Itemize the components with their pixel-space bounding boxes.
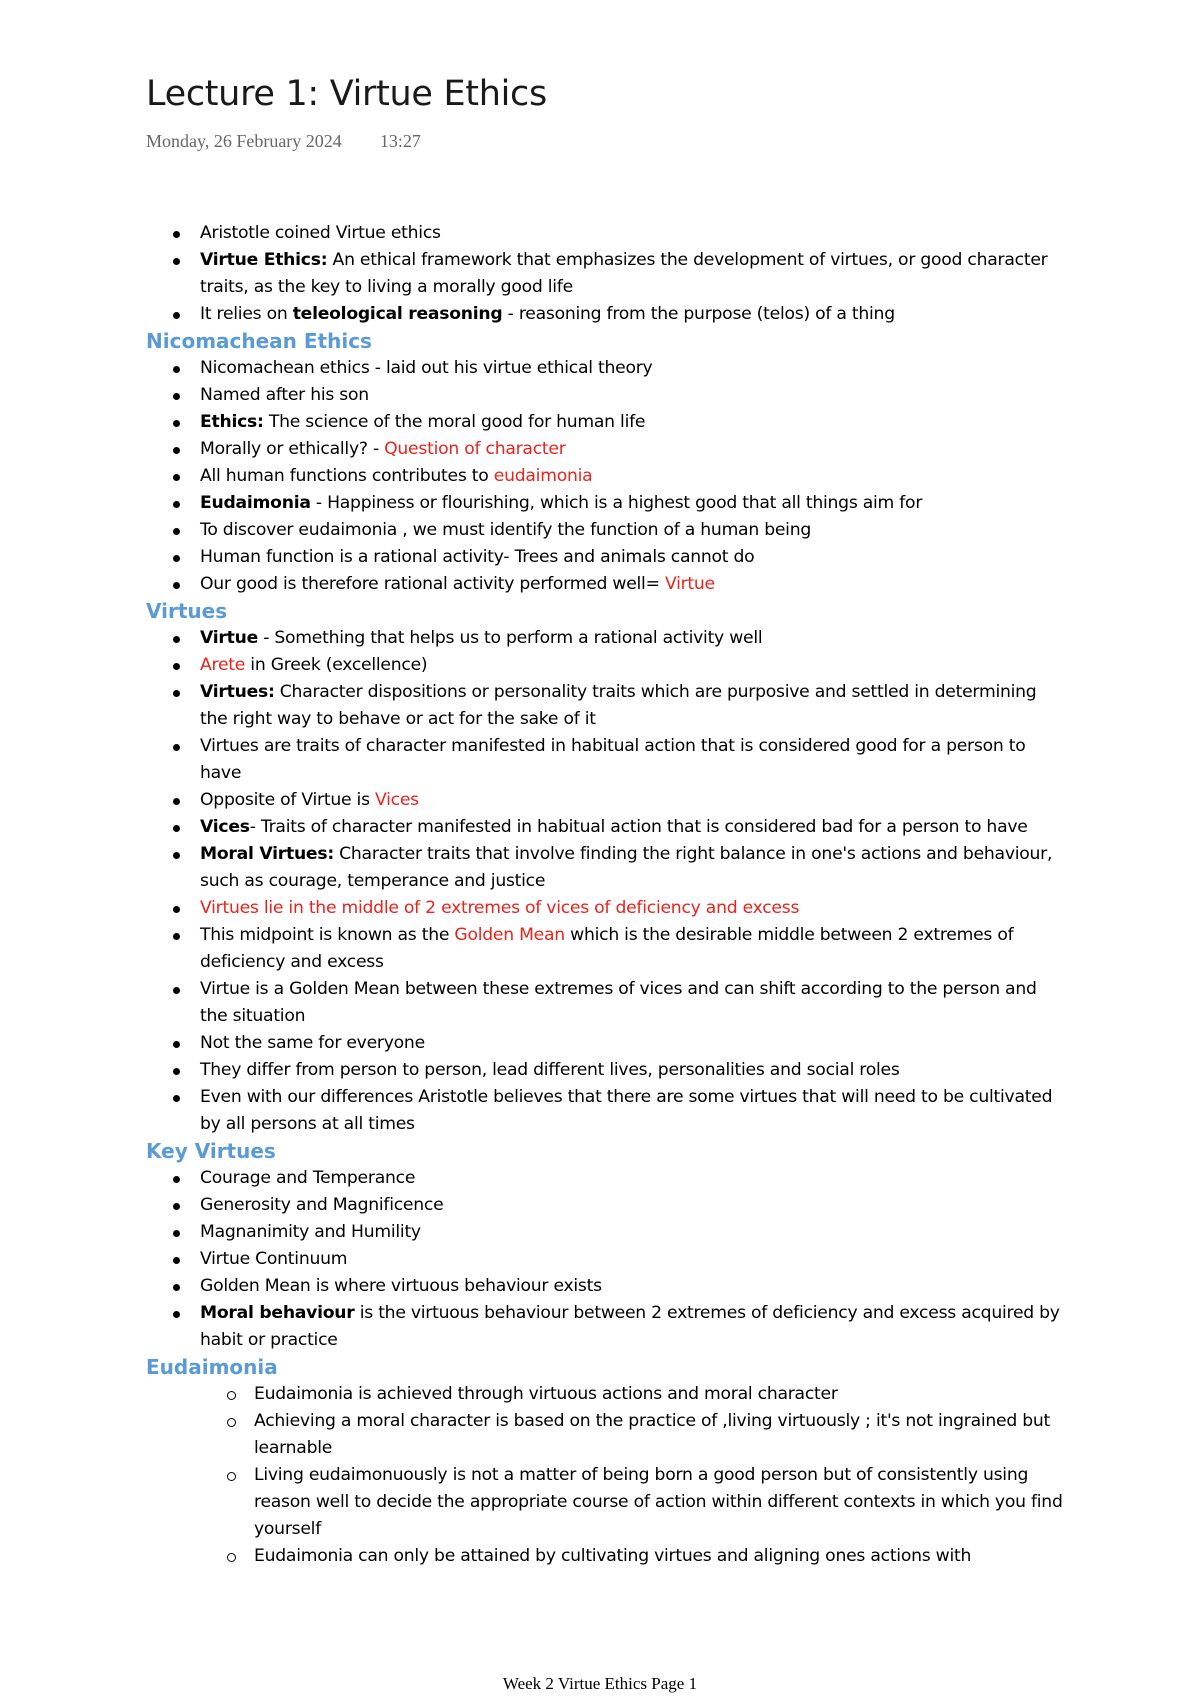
list-item: Magnanimity and Humility	[146, 1219, 1066, 1246]
list-item: Nicomachean ethics - laid out his virtue ethical theory	[146, 355, 1066, 382]
list-item: Our good is therefore rational activity performed well= Virtue	[146, 571, 1066, 598]
list-item: Ethics: The science of the moral good for human life	[146, 409, 1066, 436]
list-item: Virtue Ethics: An ethical framework that emphasizes the development of virtues, or good character traits, as the key to living a morally good life	[146, 247, 1066, 301]
section-heading-virtues: Virtues	[146, 599, 228, 623]
list-item: Virtues lie in the middle of 2 extremes of vices of deficiency and excess	[146, 895, 1066, 922]
list-item: Virtue is a Golden Mean between these extremes of vices and can shift according to the person and the situation	[146, 976, 1066, 1030]
eudaimonia-list	[146, 1381, 1066, 1570]
list-item: To discover eudaimonia , we must identify the function of a human being	[146, 517, 1066, 544]
section-heading-nicomachean: Nicomachean Ethics	[146, 329, 372, 353]
list-item: Living eudaimonuously is not a matter of being born a good person but of consistently using reason well to decide the appropriate course of action within different contexts in which you find yourself	[146, 1462, 1066, 1543]
list-item: Morally or ethically? - Question of character	[146, 436, 1066, 463]
list-item: Eudaimonia can only be attained by cultivating virtues and aligning ones actions with	[146, 1543, 1066, 1570]
list-item: Virtues are traits of character manifested in habitual action that is considered good for a person to have	[146, 733, 1066, 787]
intro-list	[146, 220, 1066, 328]
list-item: Named after his son	[146, 382, 1066, 409]
list-item: It relies on teleological reasoning - reasoning from the purpose (telos) of a thing	[146, 301, 1066, 328]
list-item: Aristotle coined Virtue ethics	[146, 220, 1066, 247]
note-body	[146, 220, 1066, 1570]
list-item: Eudaimonia is achieved through virtuous actions and moral character	[146, 1381, 1066, 1408]
list-item: Not the same for everyone	[146, 1030, 1066, 1057]
list-item: Courage and Temperance	[146, 1165, 1066, 1192]
section-heading-key-virtues: Key Virtues	[146, 1139, 276, 1163]
note-metadata	[146, 131, 421, 152]
list-item: Arete in Greek (excellence)	[146, 652, 1066, 679]
section-heading-eudaimonia: Eudaimonia	[146, 1355, 278, 1379]
list-item: Even with our differences Aristotle believes that there are some virtues that will need to be cultivated by all persons at all times	[146, 1084, 1066, 1138]
list-item: Eudaimonia - Happiness or flourishing, which is a highest good that all things aim for	[146, 490, 1066, 517]
list-item: Virtue Continuum	[146, 1246, 1066, 1273]
list-item: Moral Virtues: Character traits that involve finding the right balance in one's actions and behaviour, such as courage, temperance and justice	[146, 841, 1066, 895]
page-title: Lecture 1: Virtue Ethics	[146, 74, 547, 114]
virtues-list	[146, 625, 1066, 1138]
list-item: Virtue - Something that helps us to perform a rational activity well	[146, 625, 1066, 652]
list-item: Achieving a moral character is based on the practice of ,living virtuously ; it's not ingrained but learnable	[146, 1408, 1066, 1462]
note-time: 13:27	[379, 131, 421, 151]
list-item: This midpoint is known as the Golden Mean which is the desirable middle between 2 extremes of deficiency and excess	[146, 922, 1066, 976]
list-item: Opposite of Virtue is Vices	[146, 787, 1066, 814]
list-item: Virtues: Character dispositions or personality traits which are purposive and settled in determining the right way to behave or act for the sake of it	[146, 679, 1066, 733]
page-footer: Week 2 Virtue Ethics Page 1	[502, 1674, 698, 1693]
list-item: All human functions contributes to eudaimonia	[146, 463, 1066, 490]
list-item: Vices- Traits of character manifested in habitual action that is considered bad for a person to have	[146, 814, 1066, 841]
list-item: Human function is a rational activity- Trees and animals cannot do	[146, 544, 1066, 571]
nicomachean-list	[146, 355, 1066, 598]
list-item: Golden Mean is where virtuous behaviour exists	[146, 1273, 1066, 1300]
list-item: They differ from person to person, lead different lives, personalities and social roles	[146, 1057, 1066, 1084]
list-item: Generosity and Magnificence	[146, 1192, 1066, 1219]
note-date: Monday, 26 February 2024	[146, 131, 342, 151]
list-item: Moral behaviour is the virtuous behaviour between 2 extremes of deficiency and excess acquired by habit or practice	[146, 1300, 1066, 1354]
key-virtues-list	[146, 1165, 1066, 1354]
